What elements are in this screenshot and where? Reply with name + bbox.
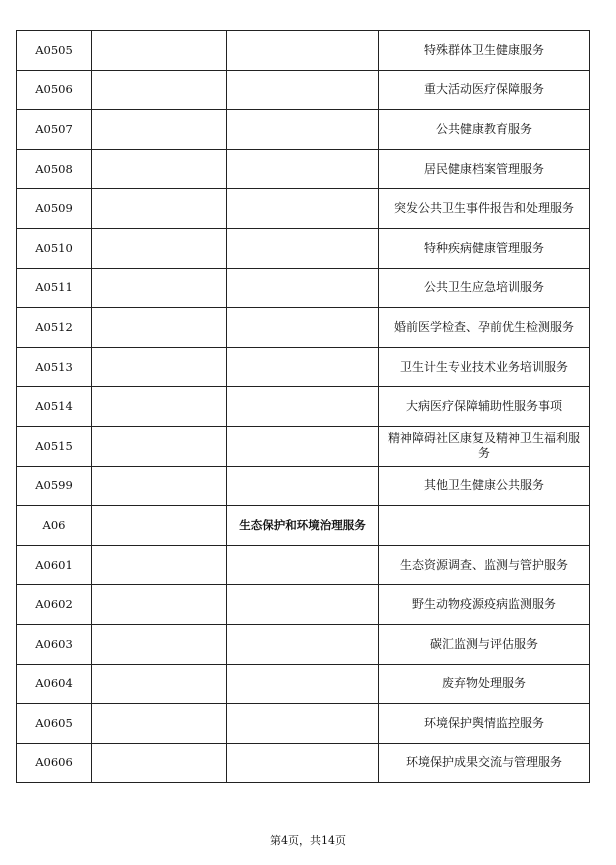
code-cell: A0604 (17, 664, 92, 704)
code-cell: A0510 (17, 228, 92, 268)
service-name-cell: 大病医疗保障辅助性服务事项 (379, 387, 590, 427)
table-row (17, 228, 590, 268)
service-name-cell: 其他卫生健康公共服务 (379, 466, 590, 506)
category-cell (227, 624, 379, 664)
level1-cell (92, 228, 227, 268)
level1-cell (92, 308, 227, 348)
service-name-cell: 生态资源调查、监测与管护服务 (379, 545, 590, 585)
table-row (17, 308, 590, 348)
table-row (17, 664, 590, 704)
category-cell (227, 466, 379, 506)
code-cell: A0603 (17, 624, 92, 664)
table-row (17, 545, 590, 585)
category-cell (227, 387, 379, 427)
service-name-cell: 废弃物处理服务 (379, 664, 590, 704)
service-name-cell: 重大活动医疗保障服务 (379, 70, 590, 110)
table-row (17, 704, 590, 744)
level1-cell (92, 624, 227, 664)
code-cell: A0505 (17, 31, 92, 71)
code-cell: A0605 (17, 704, 92, 744)
service-name-cell: 公共卫生应急培训服务 (379, 268, 590, 308)
level1-cell (92, 545, 227, 585)
table-row (17, 387, 590, 427)
level1-cell (92, 110, 227, 150)
code-cell: A0599 (17, 466, 92, 506)
service-name-cell: 环境保护成果交流与管理服务 (379, 743, 590, 783)
code-cell: A0606 (17, 743, 92, 783)
page-footer: 第4页，共14页 (270, 834, 346, 847)
category-cell (227, 426, 379, 466)
table-row (17, 743, 590, 783)
code-cell: A06 (17, 506, 92, 546)
category-cell (227, 149, 379, 189)
code-cell: A0507 (17, 110, 92, 150)
table-row (17, 466, 590, 506)
level1-cell (92, 347, 227, 387)
level1-cell (92, 506, 227, 546)
level1-cell (92, 70, 227, 110)
table-row (17, 624, 590, 664)
code-cell: A0512 (17, 308, 92, 348)
service-catalog-table (16, 30, 590, 783)
service-name-cell: 野生动物疫源疫病监测服务 (379, 585, 590, 625)
service-name-cell: 精神障碍社区康复及精神卫生福利服务 (379, 426, 590, 466)
code-cell: A0602 (17, 585, 92, 625)
code-cell: A0515 (17, 426, 92, 466)
code-cell: A0511 (17, 268, 92, 308)
code-cell: A0509 (17, 189, 92, 229)
level1-cell (92, 268, 227, 308)
level1-cell (92, 664, 227, 704)
code-cell: A0506 (17, 70, 92, 110)
level1-cell (92, 704, 227, 744)
category-cell (227, 664, 379, 704)
category-cell (227, 70, 379, 110)
table-row (17, 426, 590, 466)
level1-cell (92, 189, 227, 229)
category-cell (227, 228, 379, 268)
category-cell (227, 110, 379, 150)
code-cell: A0514 (17, 387, 92, 427)
service-name-cell (379, 506, 590, 546)
table-row (17, 347, 590, 387)
service-name-cell: 卫生计生专业技术业务培训服务 (379, 347, 590, 387)
category-cell (227, 585, 379, 625)
category-cell (227, 743, 379, 783)
table-row (17, 189, 590, 229)
table-row (17, 149, 590, 189)
level1-cell (92, 149, 227, 189)
table-body (17, 31, 590, 783)
level1-cell (92, 387, 227, 427)
code-cell: A0601 (17, 545, 92, 585)
table-row (17, 31, 590, 71)
table-row (17, 506, 590, 546)
level1-cell (92, 743, 227, 783)
category-cell (227, 545, 379, 585)
table-row (17, 268, 590, 308)
category-cell (227, 704, 379, 744)
code-cell: A0508 (17, 149, 92, 189)
category-cell (227, 31, 379, 71)
service-name-cell: 公共健康教育服务 (379, 110, 590, 150)
level1-cell (92, 585, 227, 625)
table-row (17, 585, 590, 625)
service-name-cell: 环境保护舆情监控服务 (379, 704, 590, 744)
service-name-cell: 突发公共卫生事件报告和处理服务 (379, 189, 590, 229)
service-name-cell: 特殊群体卫生健康服务 (379, 31, 590, 71)
table-row (17, 110, 590, 150)
category-cell (227, 268, 379, 308)
category-cell (227, 347, 379, 387)
category-cell: 生态保护和环境治理服务 (227, 506, 379, 546)
category-cell (227, 189, 379, 229)
service-name-cell: 特种疾病健康管理服务 (379, 228, 590, 268)
service-name-cell: 居民健康档案管理服务 (379, 149, 590, 189)
level1-cell (92, 31, 227, 71)
level1-cell (92, 466, 227, 506)
category-cell (227, 308, 379, 348)
table-row (17, 70, 590, 110)
service-name-cell: 碳汇监测与评估服务 (379, 624, 590, 664)
service-name-cell: 婚前医学检查、孕前优生检测服务 (379, 308, 590, 348)
code-cell: A0513 (17, 347, 92, 387)
level1-cell (92, 426, 227, 466)
